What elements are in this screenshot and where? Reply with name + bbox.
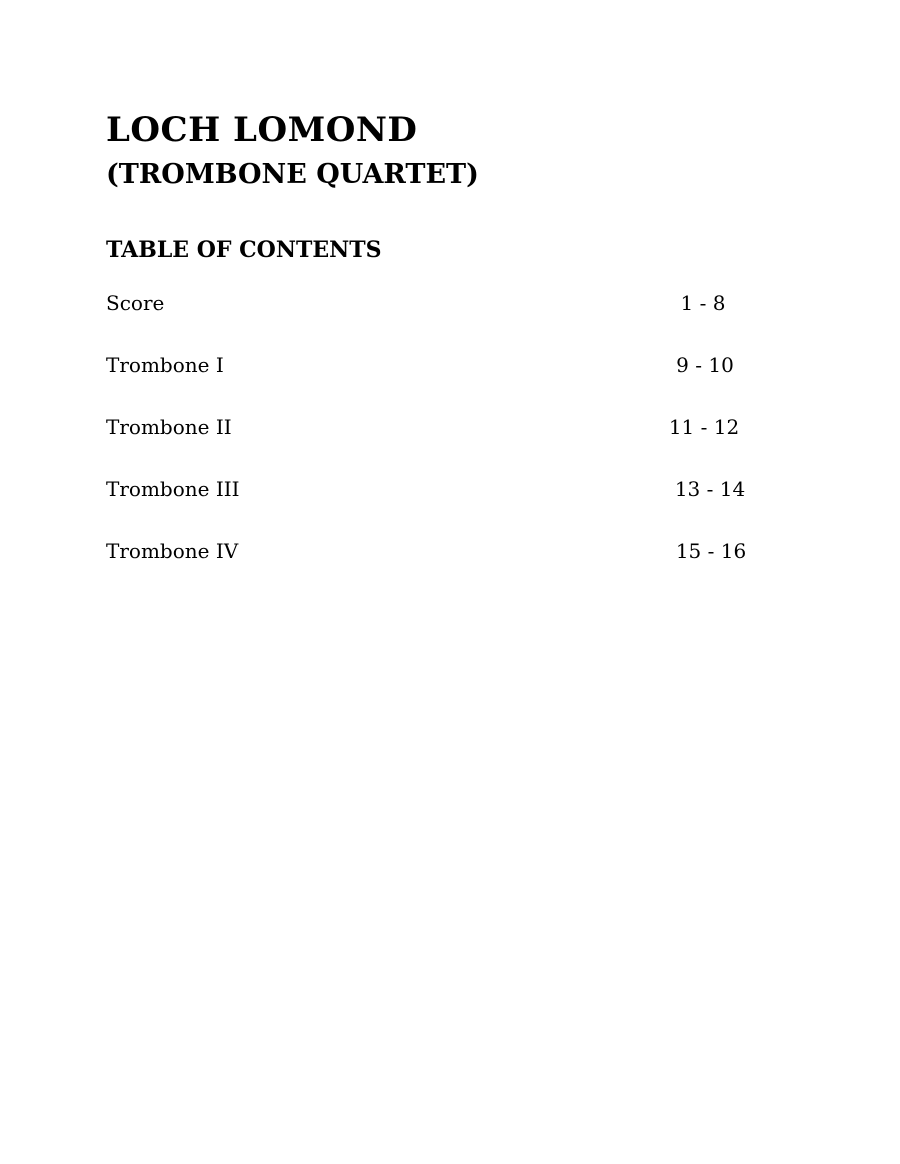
toc-entry-trombone-2 [106, 412, 766, 474]
toc-entry-label: Score [106, 291, 165, 315]
toc-entry-score [106, 288, 766, 350]
toc-entry-label: Trombone III [106, 477, 240, 501]
toc-list [106, 288, 766, 598]
toc-entry-label: Trombone IV [106, 539, 239, 563]
toc-entry-trombone-1 [106, 350, 766, 412]
toc-entry-trombone-4 [106, 536, 766, 598]
toc-entry-trombone-3 [106, 474, 766, 536]
toc-entry-label: Trombone I [106, 353, 224, 377]
toc-entry-pages: 1 - 8 [680, 291, 726, 315]
toc-entry-pages: 13 - 14 [674, 477, 746, 501]
toc-entry-pages: 11 - 12 [668, 415, 740, 439]
document-subtitle: (TROMBONE QUARTET) [106, 159, 479, 190]
toc-entry-pages: 15 - 16 [675, 539, 747, 563]
document-title: LOCH LOMOND [106, 110, 418, 150]
toc-entry-pages: 9 - 10 [676, 353, 734, 377]
toc-entry-label: Trombone II [106, 415, 232, 439]
toc-heading: TABLE OF CONTENTS [106, 237, 382, 263]
